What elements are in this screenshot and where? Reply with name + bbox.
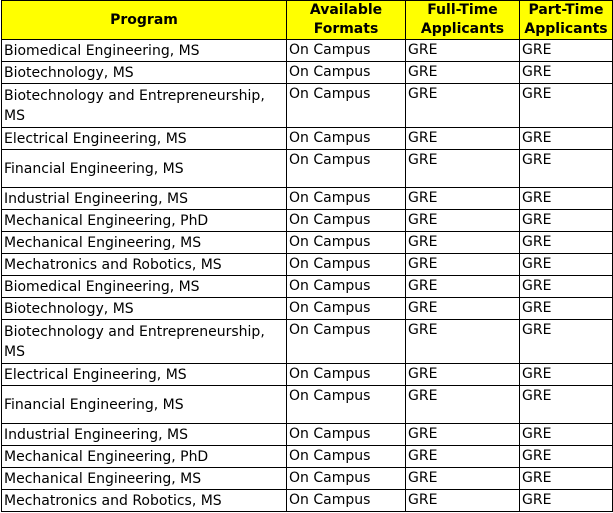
format-cell: On Campus (287, 232, 406, 254)
table-row (2, 84, 613, 128)
part-time-cell: GRE (520, 364, 613, 386)
full-time-cell: GRE (406, 468, 520, 490)
format-cell: On Campus (287, 128, 406, 150)
table-row (2, 188, 613, 210)
program-cell: Electrical Engineering, MS (2, 364, 287, 386)
format-cell: On Campus (287, 62, 406, 84)
program-cell: Mechanical Engineering, MS (2, 468, 287, 490)
table-row (2, 210, 613, 232)
format-cell: On Campus (287, 386, 406, 424)
part-time-cell: GRE (520, 446, 613, 468)
table-row (2, 276, 613, 298)
format-cell: On Campus (287, 150, 406, 188)
full-time-cell: GRE (406, 254, 520, 276)
format-cell: On Campus (287, 254, 406, 276)
program-cell: Mechanical Engineering, MS (2, 232, 287, 254)
program-cell: Biotechnology, MS (2, 62, 287, 84)
format-cell: On Campus (287, 298, 406, 320)
full-time-cell: GRE (406, 424, 520, 446)
format-cell: On Campus (287, 84, 406, 128)
format-cell: On Campus (287, 276, 406, 298)
program-cell: Electrical Engineering, MS (2, 128, 287, 150)
full-time-cell: GRE (406, 364, 520, 386)
full-time-cell: GRE (406, 62, 520, 84)
format-cell: On Campus (287, 40, 406, 62)
program-cell: Mechatronics and Robotics, MS (2, 254, 287, 276)
full-time-cell: GRE (406, 446, 520, 468)
part-time-cell: GRE (520, 188, 613, 210)
table-row (2, 364, 613, 386)
header-program: Program (2, 1, 287, 40)
part-time-cell: GRE (520, 254, 613, 276)
table-row (2, 320, 613, 364)
part-time-cell: GRE (520, 40, 613, 62)
program-requirements-table (1, 0, 613, 512)
format-cell: On Campus (287, 210, 406, 232)
program-cell: Mechanical Engineering, PhD (2, 446, 287, 468)
table-row (2, 468, 613, 490)
format-cell: On Campus (287, 490, 406, 512)
table-row (2, 446, 613, 468)
part-time-cell: GRE (520, 62, 613, 84)
part-time-cell: GRE (520, 276, 613, 298)
part-time-cell: GRE (520, 468, 613, 490)
part-time-cell: GRE (520, 386, 613, 424)
table-row (2, 254, 613, 276)
program-cell: Industrial Engineering, MS (2, 188, 287, 210)
header-part-time: Part-Time Applicants (520, 1, 613, 40)
part-time-cell: GRE (520, 320, 613, 364)
part-time-cell: GRE (520, 490, 613, 512)
table-row (2, 232, 613, 254)
program-cell: Financial Engineering, MS (2, 150, 287, 188)
full-time-cell: GRE (406, 210, 520, 232)
full-time-cell: GRE (406, 188, 520, 210)
full-time-cell: GRE (406, 320, 520, 364)
table-row (2, 150, 613, 188)
part-time-cell: GRE (520, 298, 613, 320)
part-time-cell: GRE (520, 210, 613, 232)
program-cell: Mechatronics and Robotics, MS (2, 490, 287, 512)
full-time-cell: GRE (406, 490, 520, 512)
part-time-cell: GRE (520, 128, 613, 150)
table-row (2, 298, 613, 320)
format-cell: On Campus (287, 424, 406, 446)
table-row (2, 128, 613, 150)
full-time-cell: GRE (406, 84, 520, 128)
table-row (2, 62, 613, 84)
format-cell: On Campus (287, 446, 406, 468)
full-time-cell: GRE (406, 232, 520, 254)
full-time-cell: GRE (406, 150, 520, 188)
program-cell: Biomedical Engineering, MS (2, 40, 287, 62)
full-time-cell: GRE (406, 276, 520, 298)
program-cell: Biomedical Engineering, MS (2, 276, 287, 298)
table-row (2, 40, 613, 62)
format-cell: On Campus (287, 468, 406, 490)
table-row (2, 424, 613, 446)
full-time-cell: GRE (406, 298, 520, 320)
program-cell: Biotechnology, MS (2, 298, 287, 320)
part-time-cell: GRE (520, 84, 613, 128)
full-time-cell: GRE (406, 128, 520, 150)
program-cell: Mechanical Engineering, PhD (2, 210, 287, 232)
program-cell: Biotechnology and Entrepreneurship, MS (2, 320, 287, 364)
program-cell: Financial Engineering, MS (2, 386, 287, 424)
format-cell: On Campus (287, 188, 406, 210)
format-cell: On Campus (287, 320, 406, 364)
part-time-cell: GRE (520, 150, 613, 188)
format-cell: On Campus (287, 364, 406, 386)
program-cell: Biotechnology and Entrepreneurship, MS (2, 84, 287, 128)
part-time-cell: GRE (520, 232, 613, 254)
header-full-time: Full-Time Applicants (406, 1, 520, 40)
full-time-cell: GRE (406, 40, 520, 62)
part-time-cell: GRE (520, 424, 613, 446)
full-time-cell: GRE (406, 386, 520, 424)
program-cell: Industrial Engineering, MS (2, 424, 287, 446)
header-row (2, 1, 613, 40)
table-row (2, 386, 613, 424)
table-row (2, 490, 613, 512)
header-formats: Available Formats (287, 1, 406, 40)
